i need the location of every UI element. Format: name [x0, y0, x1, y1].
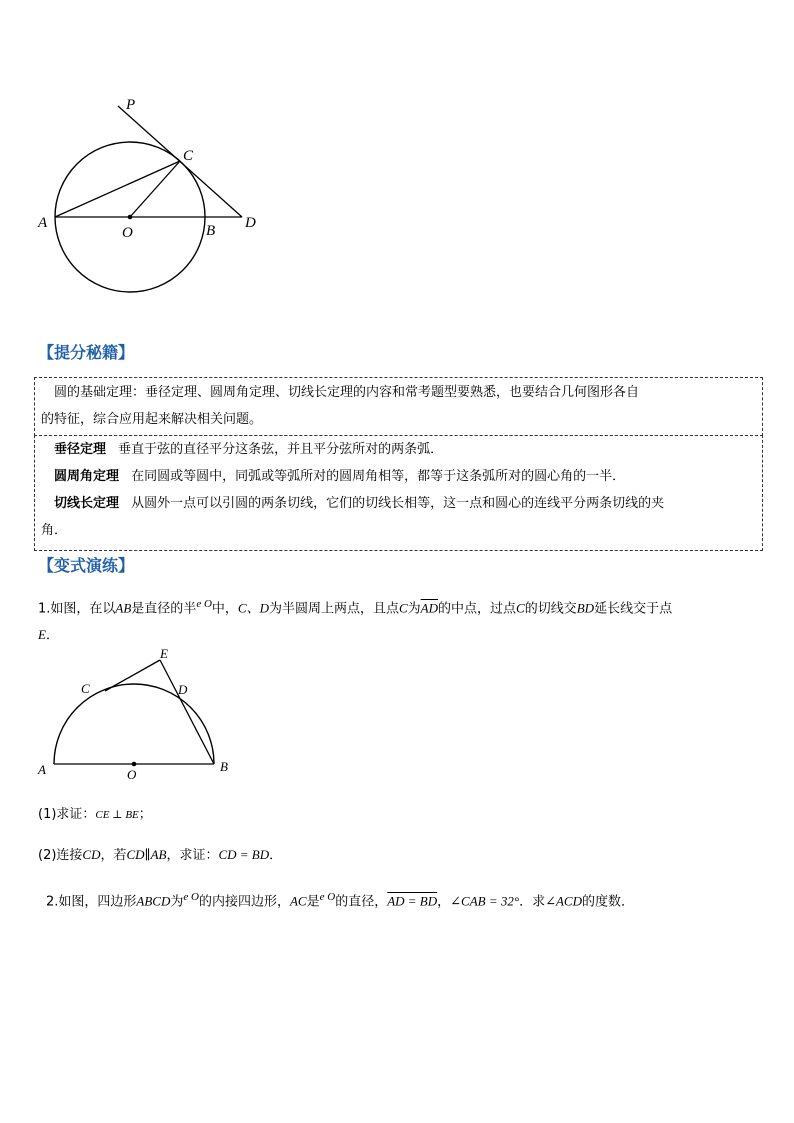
label-e: E	[160, 646, 168, 661]
label-a: A	[38, 215, 48, 231]
q2-text: 的内接四边形，	[198, 894, 290, 910]
part-text: ，求证：	[166, 848, 219, 863]
line-ac	[55, 161, 180, 217]
question-2	[46, 884, 634, 915]
theorem-term: 切线长定理	[54, 496, 120, 511]
math-cd: CD	[82, 847, 101, 862]
q1-text: 为	[407, 601, 421, 617]
math-c: C	[398, 600, 408, 616]
tips-intro-line2: 的特征，综合应用起来解决相关问题。	[41, 412, 263, 427]
label-p: P	[126, 97, 136, 113]
q2-text: 是	[306, 894, 320, 910]
q2-text: 的度数．	[582, 894, 635, 910]
label-a: A	[38, 762, 46, 777]
label-c: C	[81, 681, 90, 696]
part-label: (2)连接	[38, 848, 83, 863]
theorem-text: 从圆外一点可以引圆的两条切线，它们的切线长相等，这一点和圆心的连线平分两条切线的夹	[131, 496, 665, 511]
q2-text: ，	[437, 894, 451, 910]
theorem-chord	[41, 436, 756, 463]
label-d: D	[245, 215, 256, 231]
math-c: C	[516, 600, 525, 616]
theorem-tangent-cont: 角．	[41, 523, 68, 538]
line-eb	[160, 660, 214, 764]
q1-text: 为半圆周上两点，且点	[268, 601, 399, 617]
tips-intro-line1: 圆的基础定理：垂径定理、圆周角定理、切线长定理的内容和常考题型要熟悉，也要结合几何图形各自	[54, 385, 640, 400]
q1-text: 中，	[211, 601, 238, 617]
tips-box-intro	[34, 377, 763, 436]
theorem-inscribed	[41, 463, 756, 490]
math-angle-cab: ∠CAB = 32°	[450, 893, 520, 909]
section-title-tips: 【提分秘籍】	[38, 343, 135, 362]
label-b: B	[220, 759, 228, 774]
q1-text: 的切线交	[524, 601, 577, 617]
center-dot	[128, 215, 133, 220]
center-dot	[132, 762, 137, 767]
q2-text: 2.如图，四边形	[46, 894, 137, 910]
label-b: B	[206, 223, 216, 239]
question-1-part-2	[38, 842, 282, 869]
part-label: (1)求证：	[38, 807, 96, 822]
part-text: ，若	[100, 848, 127, 863]
math-bd: BD	[576, 600, 595, 616]
theorem-term: 垂径定理	[54, 442, 107, 457]
label-d: D	[178, 682, 188, 697]
math-angle-acd: ∠ACD	[545, 893, 582, 909]
math-e: E	[38, 627, 46, 643]
math-cd-eq-bd: CD = BD	[218, 847, 270, 862]
question-1-line1	[38, 591, 768, 622]
arc-ad: $\overline{AD}$	[420, 600, 439, 616]
q2-text: 为	[170, 894, 184, 910]
math-cd: C、D	[237, 600, 269, 616]
q1-text: 的中点，过点	[438, 601, 517, 617]
math-abcd: ABCD	[136, 893, 171, 909]
q1-text: 延长线交于点	[594, 601, 673, 617]
math-ab: AB	[115, 600, 132, 616]
part-end: ；	[138, 807, 152, 822]
q1-text: 是直径的半	[131, 601, 197, 617]
label-o: O	[127, 767, 137, 782]
math-cd-parallel-ab: CD∥AB	[126, 847, 167, 862]
part-end: ．	[269, 848, 283, 863]
question-1	[38, 591, 768, 649]
line-oc	[130, 161, 180, 217]
figure-semicircle	[30, 643, 240, 783]
theorem-text: 垂直于弦的直径平分这条弦，并且平分弦所对的两条弧．	[118, 442, 444, 457]
q2-text: 的直径，	[335, 894, 388, 910]
label-o: O	[122, 225, 133, 241]
theorem-term: 圆周角定理	[54, 469, 120, 484]
figure-circle-tangent	[30, 90, 280, 305]
q2-text: ．求	[519, 894, 546, 910]
circle-o-symbol: e O	[319, 891, 336, 903]
tips-box-theorems	[34, 435, 763, 551]
q1-text: 1.如图，在以	[38, 601, 116, 617]
question-1-part-1	[38, 802, 152, 828]
theorem-tangent	[41, 490, 756, 517]
math-ce-perp-be: CE ⊥ BE	[95, 809, 139, 821]
q1-text: ．	[45, 628, 59, 644]
section-title-practice: 【变式演练】	[38, 556, 135, 575]
math-arc-ad-eq-bd: AD = BD	[387, 893, 438, 909]
math-ac: AC	[289, 893, 307, 909]
circle-o-symbol: e O	[183, 891, 199, 903]
semicircle-arc	[54, 684, 214, 764]
circle-o-symbol: e O	[196, 598, 212, 610]
label-c: C	[183, 148, 194, 164]
theorem-text: 在同圆或等圆中，同弧或等弧所对的圆周角相等，都等于这条弧所对的圆心角的一半．	[131, 469, 626, 484]
